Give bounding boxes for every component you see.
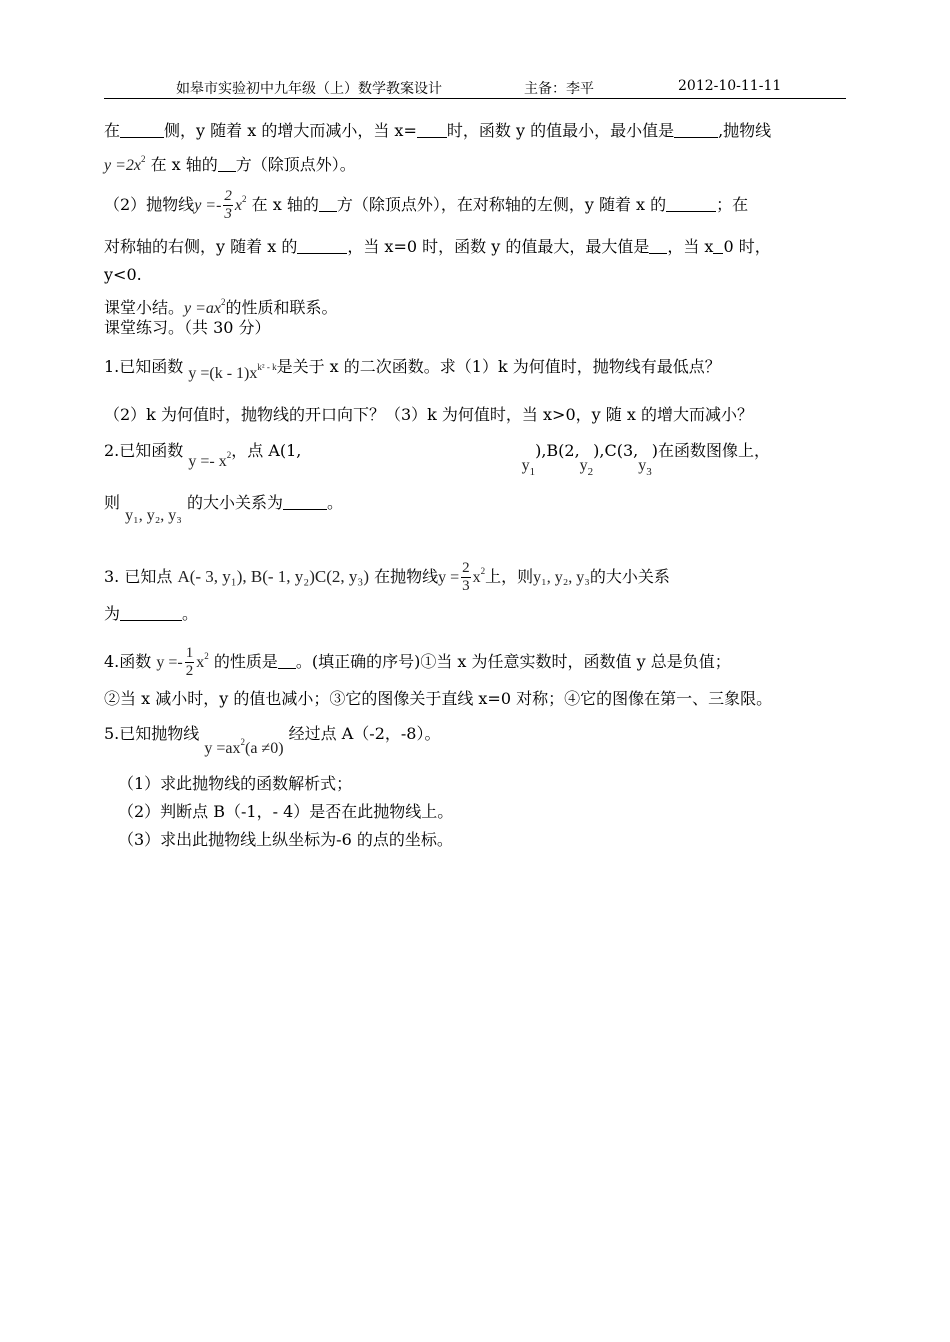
- formula: $y =(k - 1)x^{k^2 - k}$: [188, 362, 277, 382]
- question-4-options: ②当 x 减小时，y 的值也减小；③它的图像关于直线 x=0 对称；④它的图像在第一、三象限。: [104, 689, 773, 708]
- formula: $y =- x^2$: [188, 450, 232, 470]
- line-4: 对称轴的右侧，y 随着 x 的 ，当 x=0 时，函数 y 的值最大，最大值是 ，当 x 0 时，: [104, 237, 771, 256]
- formula: y =ax: [184, 300, 222, 317]
- blank: [278, 652, 296, 669]
- question-3-blank: 为 。: [104, 604, 199, 623]
- header-date: 2012-10-11-11: [678, 78, 782, 94]
- question-4: 4.函数 y =- $\frac{1}{2}$ $x^2$ 的性质是 。(填正确的序号)①当 x 为任意实数时，函数值 y 总是负值；: [104, 645, 731, 679]
- question-2: 2.已知函数 $y =- x^2$，点 A(1, $y_1),B(2,y_2),C(3,y_3)$在函数图像上，: [104, 441, 770, 478]
- blank: [713, 237, 723, 254]
- fraction: $\frac{1}{2}$: [185, 645, 194, 679]
- page-header: [104, 74, 846, 99]
- blank: [649, 237, 667, 254]
- header-title: 如皋市实验初中九年级（上）数学教案设计: [176, 81, 442, 97]
- line-2: $y =2x^2$ 在 x 轴的 方（除顶点外）。: [104, 154, 356, 174]
- question-5-part-3: （3）求出此抛物线上纵坐标为-6 的点的坐标。: [118, 830, 453, 849]
- line-3: （2）抛物线y =- $\frac{2}{3}$ $x^2$ 在 x 轴的 方（除顶点外），在对称轴的左侧，y 随着 x 的 ；在: [104, 188, 749, 222]
- header-author: 主备：李平: [524, 81, 594, 97]
- line-5: y<0.: [104, 265, 142, 284]
- formula: y₁, y₂, y₃: [125, 507, 182, 524]
- fraction: $\frac{2}{3}$: [462, 560, 470, 594]
- blank: [120, 604, 182, 621]
- formula: y =-: [194, 197, 222, 214]
- formula: $y =ax^2(a \ne 0)$: [204, 737, 284, 757]
- formula: A(- 3, y₁), B(- 1, y₂)C(2, y₃): [177, 567, 369, 586]
- line-7: 课堂练习。（共 30 分）: [104, 318, 271, 337]
- blank: [666, 195, 716, 212]
- blank: [417, 121, 447, 138]
- line-1: 在 侧，y 随着 x 的增大而减小，当 x= 时，函数 y 的值最小，最小值是 ,抛物线: [104, 121, 772, 140]
- line-6: 课堂小结。$y =ax^2$的性质和联系。: [104, 297, 338, 317]
- question-1: 1.已知函数 $y =(k - 1)x^{k^2 - k}$是关于 x 的二次函数。求（1）k 为何值时，抛物线有最低点？: [104, 357, 721, 382]
- question-1-parts: （2）k 为何值时，抛物线的开口向下？（3）k 为何值时，当 x>0，y 随 x 的增大而减小？: [104, 405, 753, 424]
- blank: [674, 121, 718, 138]
- formula: y =2x: [104, 157, 141, 174]
- question-5-part-2: （2）判断点 B（-1，- 4）是否在此抛物线上。: [118, 802, 454, 821]
- fraction: $\frac{2}{3}$: [224, 188, 232, 222]
- blank: [283, 493, 327, 510]
- formula: y =-: [156, 654, 183, 671]
- blank: [120, 121, 164, 138]
- blank: [218, 155, 236, 172]
- question-5-part-1: （1）求此抛物线的函数解析式；: [118, 774, 353, 793]
- blank: [319, 195, 337, 212]
- question-3: 3. 已知点 A(- 3, y₁), B(- 1, y₂)C(2, y₃) 在抛物线y = $\frac{2}{3}$ $x^2$上，则y₁, y₂, y₃的大小关系: [104, 560, 670, 594]
- blank: [297, 237, 347, 254]
- question-5: 5.已知抛物线 $y =ax^2(a \ne 0)$ 经过点 A（-2，-8）。: [104, 724, 441, 757]
- question-2-relation: 则 y₁, y₂, y₃ 的大小关系为 。: [104, 493, 343, 524]
